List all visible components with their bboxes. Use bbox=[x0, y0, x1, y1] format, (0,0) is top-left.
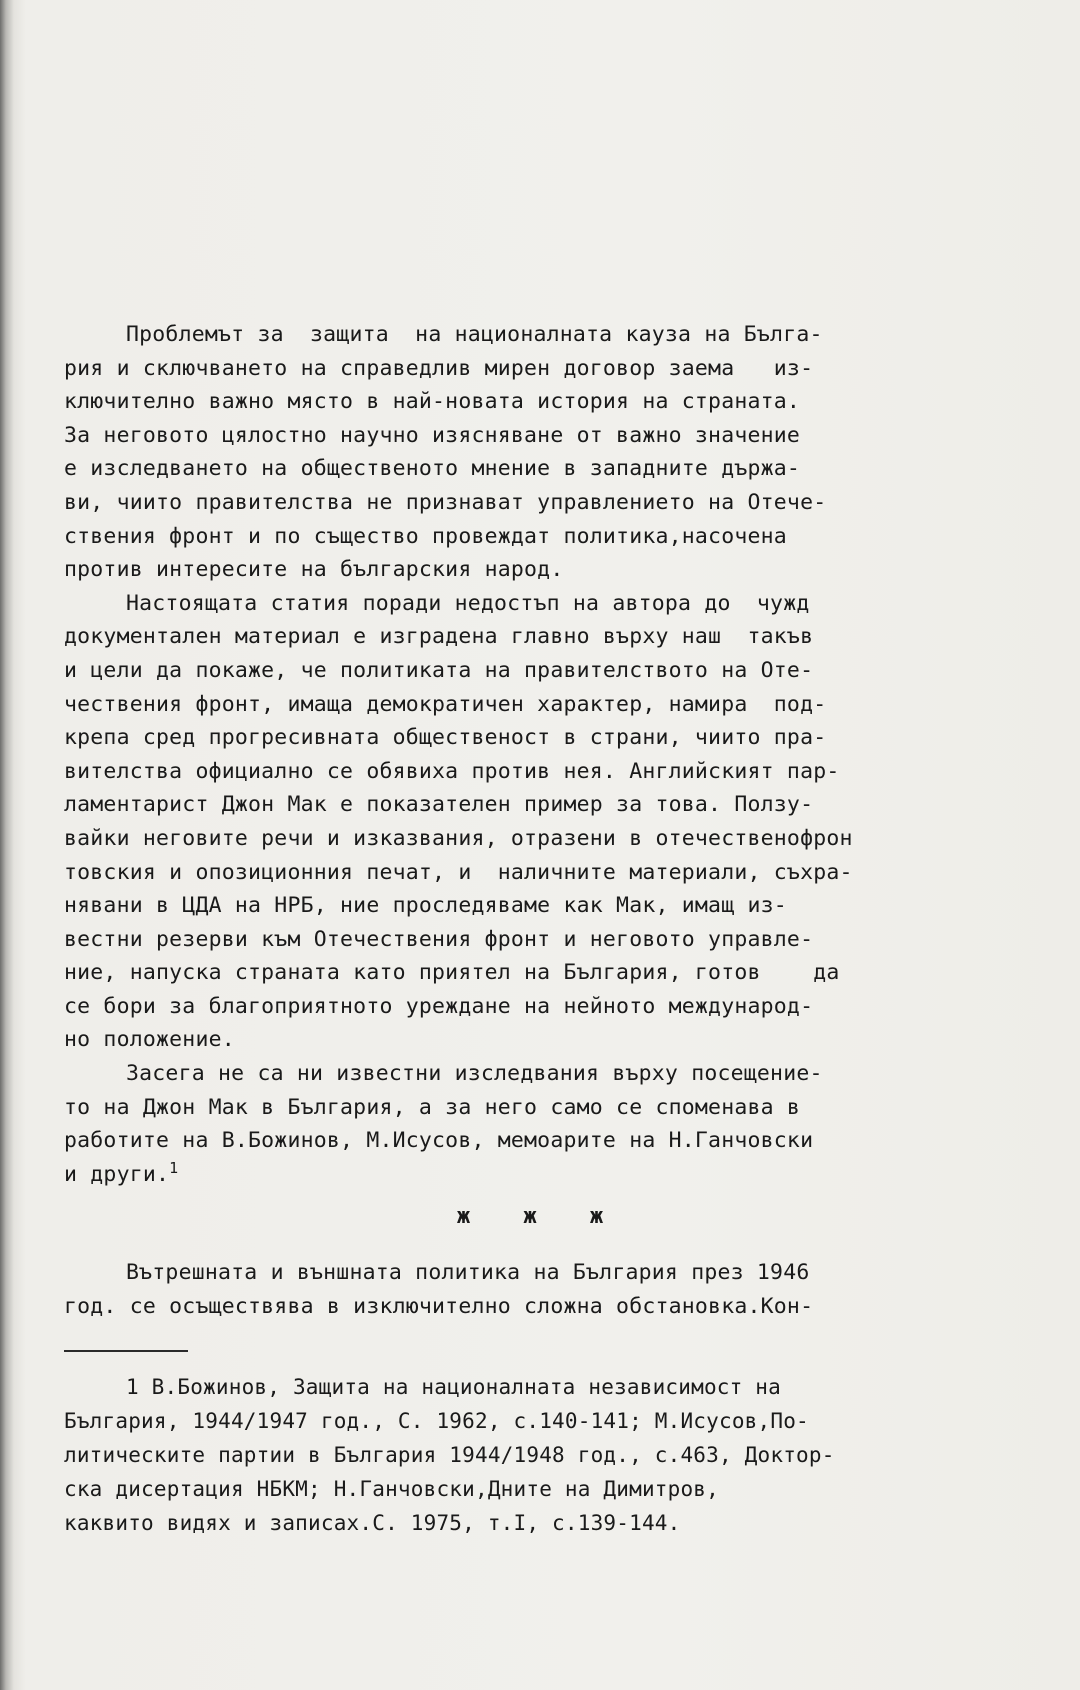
footnote-line: ска дисертация НБКМ; Н.Ганчовски,Дните на Димитров, bbox=[64, 1477, 719, 1501]
paragraph-2-line: документален материал е изградена главно върху наш такъв bbox=[64, 624, 814, 650]
footnote-line: литическите партии в България 1944/1948 год., с.463, Доктор- bbox=[64, 1443, 835, 1467]
paragraph-1-line: е изследването на общественото мнение в западните държа- bbox=[64, 456, 801, 482]
paragraph-2-line: се бори за благоприятното уреждане на нейното международ- bbox=[64, 993, 814, 1019]
paragraph-2-line: но положение. bbox=[64, 1027, 235, 1053]
paragraph-3-line: Засега не са ни известни изследвания върху посещение- bbox=[126, 1061, 823, 1087]
footnote-line: 1 В.Божинов, Защита на националната независимост на bbox=[126, 1375, 781, 1399]
paragraph-2-line: вестни резерви към Отечествения фронт и неговото управле- bbox=[64, 926, 814, 952]
footnote-reference: 1 bbox=[169, 1158, 179, 1177]
paragraph-1-line: ви, чиито правителства не признават управлението на Отече- bbox=[64, 489, 827, 515]
footnote-line: България, 1944/1947 год., С. 1962, с.140-141; М.Исусов,По- bbox=[64, 1409, 809, 1433]
paragraph-3-line: то на Джон Мак в България, а за него само се споменава в bbox=[64, 1094, 801, 1120]
section-2-text bbox=[64, 1256, 964, 1323]
paragraph-3-line: работите на В.Божинов, М.Исусов, мемоарите на Н.Ганчовски bbox=[64, 1128, 814, 1154]
paragraph-1-line: Проблемът за защита на националната кауза на Бълга- bbox=[126, 322, 823, 347]
paragraph-1-line: За неговото цялостно научно изясняване от важно значение bbox=[64, 422, 801, 448]
paragraph-2-line: нявани в ЦДА на НРБ, ние проследяваме как Мак, имащ из- bbox=[64, 893, 787, 919]
paragraph-3-last-text: и други. bbox=[64, 1161, 170, 1187]
paragraph-2-line: товския и опозиционния печат, и наличните материали, съхра- bbox=[64, 859, 853, 885]
main-text bbox=[64, 318, 964, 1191]
footnotes bbox=[64, 1370, 984, 1540]
paragraph-2-line: ламентарист Джон Мак е показателен пример за това. Ползу- bbox=[64, 792, 814, 818]
paragraph-2-line: ние, напуска страната като приятел на България, готов да bbox=[64, 960, 840, 986]
paragraph-2-line: вайки неговите речи и изказвания, отразени в отечественофрон bbox=[64, 825, 853, 851]
paragraph-2-line: вителства официално се обявиха против нея. Английският пар- bbox=[64, 758, 840, 784]
paragraph-2-line: чествения фронт, имаща демократичен характер, намира под- bbox=[64, 691, 827, 717]
paragraph-4-line: год. се осъществява в изключително сложна обстановка.Кон- bbox=[64, 1293, 814, 1319]
paragraph-4-line: Вътрешната и външната политика на България през 1946 bbox=[126, 1260, 810, 1285]
section-separator: ж ж ж bbox=[456, 1204, 624, 1229]
paragraph-2-line: Настоящата статия поради недостъп на автора до чужд bbox=[126, 590, 810, 616]
paragraph-2-line: крепа сред прогресивната общественост в страни, чиито пра- bbox=[64, 725, 827, 751]
paragraph-1-line: рия и сключването на справедлив мирен договор заема из- bbox=[64, 355, 814, 381]
paragraph-2-line: и цели да покаже, че политиката на правителството на Оте- bbox=[64, 657, 814, 683]
footnote-divider bbox=[64, 1350, 188, 1352]
paragraph-1-line: ключително важно място в най-новата история на страната. bbox=[64, 389, 801, 415]
footnote-line: каквито видях и записах.С. 1975, т.I, с.139-144. bbox=[64, 1511, 681, 1535]
paragraph-3-line bbox=[64, 1158, 964, 1192]
paragraph-1-line: против интересите на българския народ. bbox=[64, 557, 564, 583]
paragraph-1-line: ствения фронт и по същество провеждат политика,насочена bbox=[64, 523, 787, 549]
